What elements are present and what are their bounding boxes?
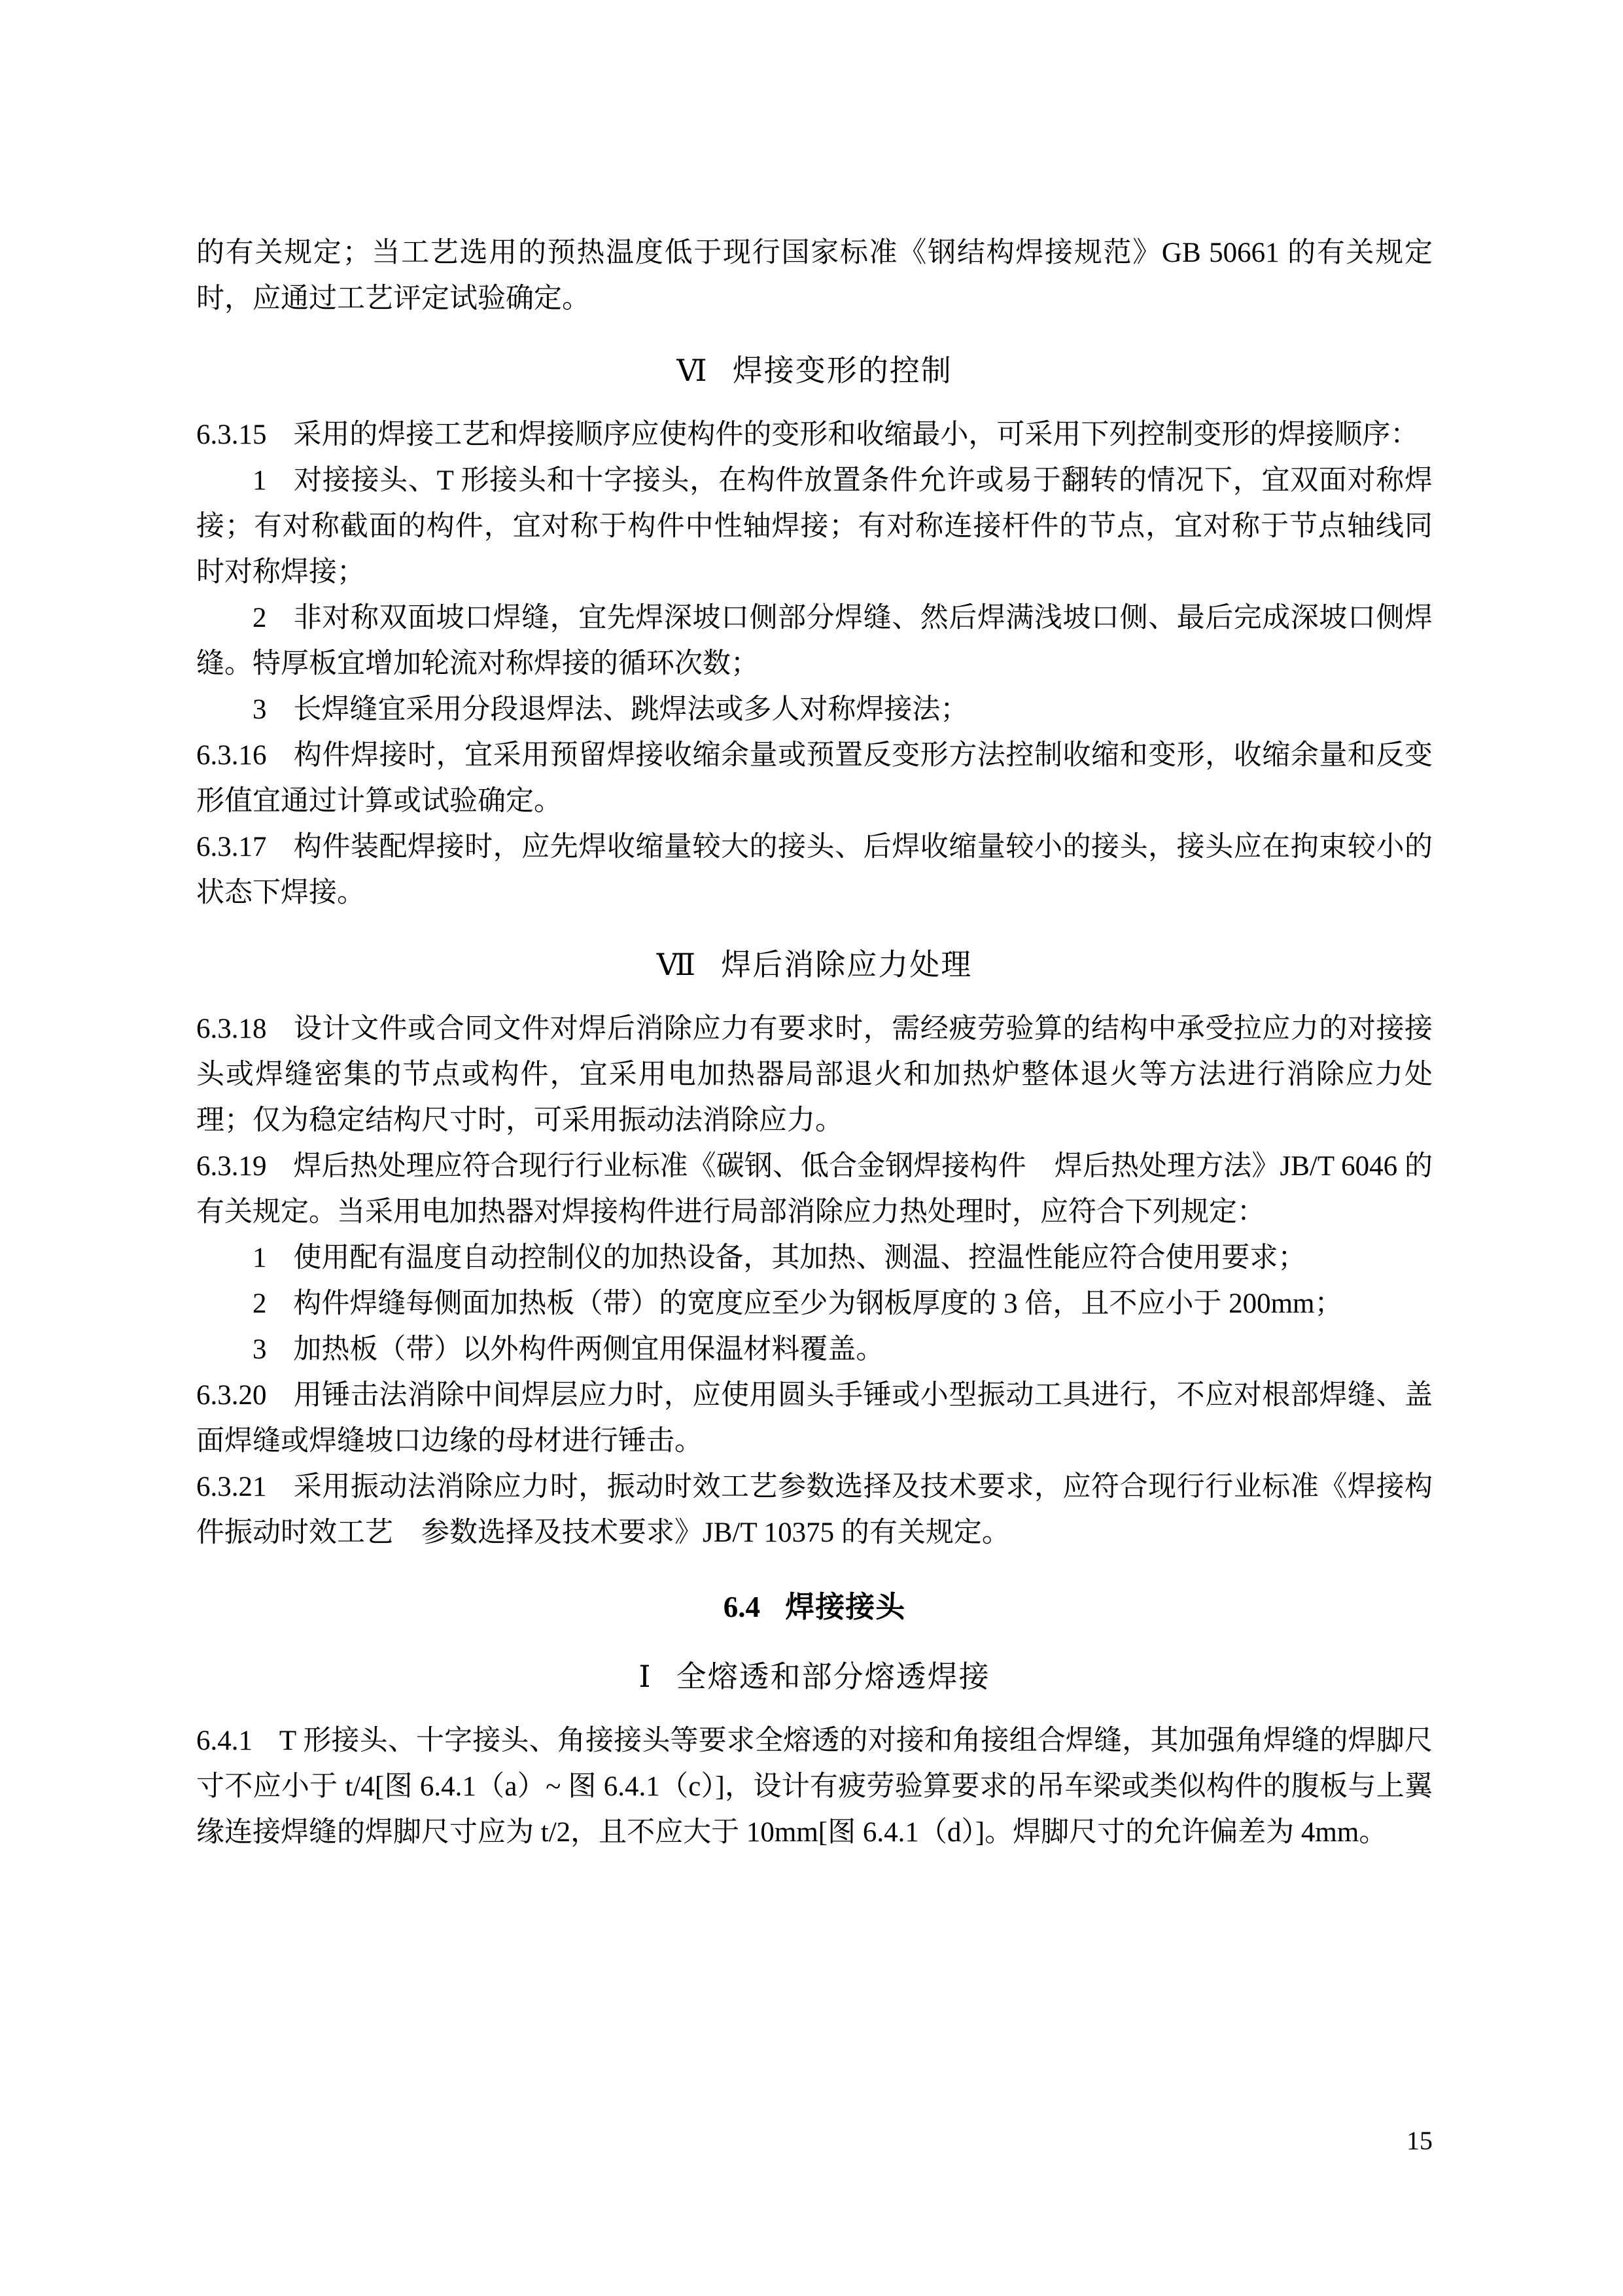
list-item-2 [196,595,1433,687]
section-heading-number: Ⅵ [676,354,707,387]
clause-text: T 形接头、十字接头、角接接头等要求全熔透的对接和角接组合焊缝，其加强角焊缝的焊脚尺寸不应小于 t/4[图 6.4.1（a）~ 图 6.4.1（c）]，设计有疲劳验算要求的吊车梁或类似构件的腹板与上翼缘连接焊缝的焊脚尺寸应为 t/2，且不应大于 10mm[图 6.4.1（d）]。焊脚尺寸的允许偏差为 4mm。 [196,1725,1433,1848]
document-content [196,230,1433,1856]
section-heading-6.4 [196,1586,1433,1628]
clause-6.3.20 [196,1373,1433,1464]
section-heading-number: 6.4 [723,1591,760,1623]
list-item-number: 2 [253,1288,267,1319]
list-item-text: 非对称双面坡口焊缝，宜先焊深坡口侧部分焊缝、然后焊满浅坡口侧、最后完成深坡口侧焊缝。特厚板宜增加轮流对称焊接的循环次数； [196,603,1433,679]
list-item-text: 对接接头、T 形接头和十字接头，在构件放置条件允许或易于翻转的情况下，宜双面对称焊接；有对称截面的构件，宜对称于构件中性轴焊接；有对称连接杆件的节点，宜对称于节点轴线同时对称焊接； [196,465,1433,588]
clause-number: 6.3.21 [196,1472,267,1502]
section-heading-text: 焊后消除应力处理 [721,948,973,981]
clause-6.3.19 [196,1144,1433,1235]
clause-text: 构件焊接时，宜采用预留焊接收缩余量或预置反变形方法控制收缩和变形，收缩余量和反变形值宜通过计算或试验确定。 [196,740,1433,817]
list-item-text: 加热板（带）以外构件两侧宜用保温材料覆盖。 [293,1334,884,1365]
clause-number: 6.3.17 [196,832,267,862]
section-heading-ⅰ [196,1655,1433,1699]
section-heading-number: Ⅶ [656,948,696,981]
clause-text: 构件装配焊接时，应先焊收缩量较大的接头、后焊收缩量较小的接头，接头应在拘束较小的状态下焊接。 [196,832,1433,908]
list-item-number: 2 [253,603,267,633]
section-heading-ⅵ [196,349,1433,393]
clause-text: 采用振动法消除应力时，振动时效工艺参数选择及技术要求，应符合现行行业标准《焊接构件振动时效工艺 参数选择及技术要求》JB/T 10375 的有关规定。 [196,1472,1433,1548]
clause-continued [196,230,1433,322]
clause-6.4.1 [196,1718,1433,1856]
list-item-number: 1 [253,1243,267,1273]
clause-6.3.18 [196,1006,1433,1144]
list-item-text: 使用配有温度自动控制仪的加热设备，其加热、测温、控温性能应符合使用要求； [293,1243,1306,1273]
list-item-number: 3 [253,694,267,725]
page-number: 15 [1406,2126,1433,2155]
clause-text: 焊后热处理应符合现行行业标准《碳钢、低合金钢焊接构件 焊后热处理方法》JB/T 6046 的有关规定。当采用电加热器对焊接构件进行局部消除应力热处理时，应符合下列规定： [196,1151,1433,1227]
section-heading-text: 全熔透和部分熔透焊接 [676,1660,990,1693]
section-heading-text: 焊接变形的控制 [732,354,952,387]
clause-text: 的有关规定；当工艺选用的预热温度低于现行国家标准《钢结构焊接规范》GB 50661 的有关规定时，应通过工艺评定试验确定。 [196,238,1433,314]
list-item-1 [196,458,1433,595]
clause-6.3.16 [196,733,1433,824]
list-item-number: 1 [253,465,267,496]
list-item-text: 长焊缝宜采用分段退焊法、跳焊法或多人对称焊接法； [293,694,969,725]
list-item-3 [196,687,1433,733]
section-heading-ⅶ [196,944,1433,987]
clause-number: 6.3.19 [196,1151,267,1182]
clause-text: 采用的焊接工艺和焊接顺序应使构件的变形和收缩最小，可采用下列控制变形的焊接顺序： [293,419,1419,450]
section-heading-text: 焊接接头 [785,1591,906,1623]
list-item-text: 构件焊缝每侧面加热板（带）的宽度应至少为钢板厚度的 3 倍，且不应小于 200mm； [293,1288,1343,1319]
list-item-2 [196,1281,1433,1327]
clause-6.3.17 [196,824,1433,916]
clause-text: 用锤击法消除中间焊层应力时，应使用圆头手锤或小型振动工具进行，不应对根部焊缝、盖面焊缝或焊缝坡口边缘的母材进行锤击。 [196,1380,1433,1457]
section-heading-number: Ⅰ [638,1660,651,1693]
clause-number: 6.3.15 [196,419,267,450]
list-item-number: 3 [253,1334,267,1365]
clause-number: 6.3.16 [196,740,267,771]
clause-6.3.21 [196,1464,1433,1556]
clause-number: 6.4.1 [196,1725,253,1756]
clause-number: 6.3.20 [196,1380,267,1411]
list-item-1 [196,1235,1433,1281]
clause-text: 设计文件或合同文件对焊后消除应力有要求时，需经疲劳验算的结构中承受拉应力的对接接头或焊缝密集的节点或构件，宜采用电加热器局部退火和加热炉整体退火等方法进行消除应力处理；仅为稳定结构尺寸时，可采用振动法消除应力。 [196,1014,1433,1136]
clause-number: 6.3.18 [196,1014,267,1044]
list-item-3 [196,1327,1433,1373]
clause-6.3.15 [196,412,1433,458]
